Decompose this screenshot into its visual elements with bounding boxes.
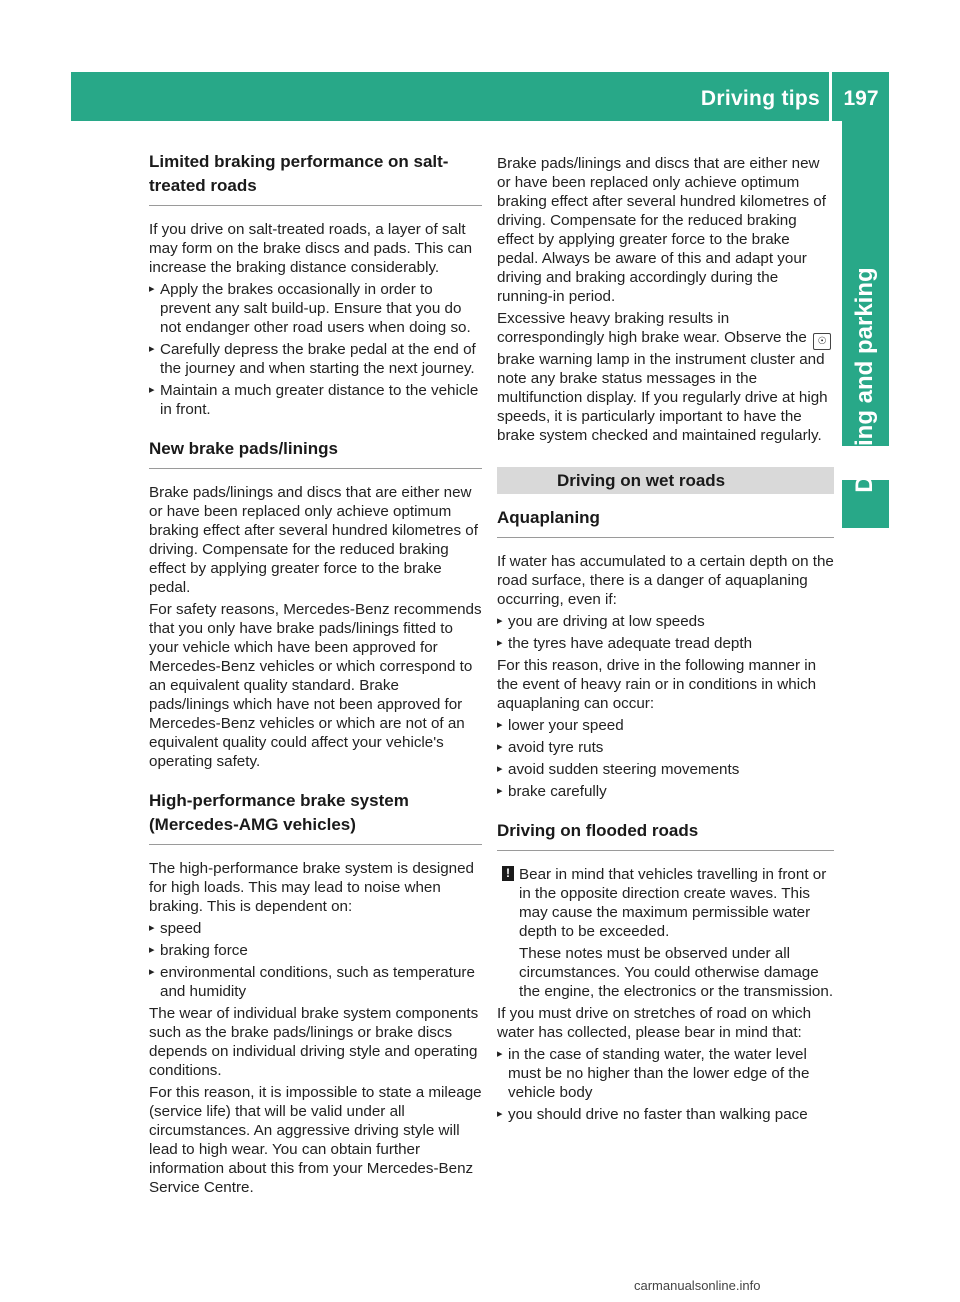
list-item: ▸ Maintain a much greater distance to the vehicle in front. — [149, 381, 482, 419]
left-column — [149, 150, 482, 1200]
paragraph: The high-performance brake system is designed for high loads. This may lead to noise when braking. This is dependent on: — [149, 860, 475, 915]
flood-list — [497, 1045, 834, 1124]
warning-icon: ! — [502, 866, 514, 881]
salt-list — [149, 280, 482, 419]
list-item: ▸ the tyres have adequate tread depth — [497, 634, 834, 653]
heading-salt-roads: Limited braking performance on salt-treated roads — [149, 152, 449, 195]
right-column — [497, 154, 834, 1127]
header-divider — [829, 72, 832, 121]
list-item: ▸ in the case of standing water, the water level must be no higher than the lower edge of the vehicle body — [497, 1045, 834, 1102]
paragraph-brake-lamp — [497, 309, 834, 445]
heading-aqua-block — [497, 506, 834, 538]
heading-flooded-roads: Driving on flooded roads — [497, 821, 699, 840]
heading-new-brake-pads: New brake pads/linings — [149, 439, 338, 458]
list-item: ▸ Apply the brakes occasionally in order to prevent any salt build-up. Ensure that you do not endanger other road users when doing so. — [149, 280, 482, 337]
paragraph: Brake pads/linings and discs that are either new or have been replaced only achieve optimum braking effect after several hundred kilometres of driving. Compensate for the reduced braking effect by applying greater force to the brake pedal. — [149, 484, 478, 596]
text-fragment: Excessive heavy braking results in correspondingly high brake wear. Observe the — [497, 310, 807, 346]
heading-hp-block — [149, 789, 482, 845]
list-item: ▸ lower your speed — [497, 716, 834, 735]
paragraph: If you must drive on stretches of road on which water has collected, please bear in mind that: — [497, 1005, 812, 1041]
heading-new-block — [149, 437, 482, 469]
watermark: carmanualsonline.info — [634, 1278, 761, 1293]
section-band-wet-roads: Driving on wet roads — [497, 467, 834, 494]
heading-aquaplaning: Aquaplaning — [497, 508, 600, 527]
hp-list — [149, 919, 482, 1001]
paragraph: For this reason, it is impossible to state a mileage (service life) that will be valid under all circumstances. An aggressive driving style will lead to high wear. You can obtain further information about this from your Mercedes-Benz Service Centre. — [149, 1084, 482, 1196]
paragraph: The wear of individual brake system components such as the brake pads/linings or brake discs depends on individual driving style and operating conditions. — [149, 1005, 479, 1079]
list-item: ▸ speed — [149, 919, 482, 938]
paragraph: These notes must be observed under all circumstances. You could otherwise damage the engine, the electronics or the transmission. — [519, 945, 834, 1000]
section-title: Driving tips — [700, 87, 820, 110]
paragraph: For this reason, drive in the following manner in the event of heavy rain or in conditions in which aquaplaning can occur: — [497, 657, 817, 712]
heading-flood-block — [497, 819, 834, 851]
list-item: ▸ avoid tyre ruts — [497, 738, 834, 757]
paragraph: Bear in mind that vehicles travelling in front or in the opposite direction create waves. This may cause the maximum permissible water depth to be exceeded. — [519, 866, 827, 940]
text-fragment: brake warning lamp in the instrument cluster and note any brake status messages in the multifunction display. If you regularly drive at high speeds, it is particularly important to have the brake system checked and maintained regularly. — [497, 351, 828, 444]
paragraph: If you drive on salt-treated roads, a layer of salt may form on the brake discs and pads. This can increase the braking distance considerably. — [149, 221, 473, 276]
list-item: ▸ Carefully depress the brake pedal at the end of the journey and when starting the next journey. — [149, 340, 482, 378]
brake-warning-lamp-icon: ☉ — [813, 333, 831, 350]
list-item: ▸ environmental conditions, such as temperature and humidity — [149, 963, 482, 1001]
side-tab-label: Driving and parking — [851, 267, 878, 493]
paragraph: For safety reasons, Mercedes-Benz recommends that you only have brake pads/linings fitted to your vehicle which have been approved for Mercedes-Benz vehicles or which correspond to an equivalent quality standard. Brake pads/linings which have not been approved for Mercedes-Benz vehicles or which are not of an equivalent quality could affect your vehicle's operating safety. — [149, 601, 482, 770]
aqua-list-1 — [497, 612, 834, 653]
list-item: ▸ brake carefully — [497, 782, 834, 801]
paragraph: If water has accumulated to a certain depth on the road surface, there is a danger of aquaplaning occurring, even if: — [497, 553, 834, 608]
warning-note — [497, 865, 834, 1001]
page-number: 197 — [843, 87, 879, 110]
paragraph: Brake pads/linings and discs that are either new or have been replaced only achieve optimum braking effect after several hundred kilometres of driving. Compensate for the reduced braking effect by applying greater force to the brake pedal. Always be aware of this and adapt your driving and braking accordingly during the running-in period. — [497, 155, 826, 305]
aqua-list-2 — [497, 716, 834, 801]
list-item: ▸ you are driving at low speeds — [497, 612, 834, 631]
list-item: ▸ avoid sudden steering movements — [497, 760, 834, 779]
list-item: ▸ braking force — [149, 941, 482, 960]
heading-high-performance-brakes: High-performance brake system (Mercedes-AMG vehicles) — [149, 791, 409, 834]
list-item: ▸ you should drive no faster than walking pace — [497, 1105, 834, 1124]
heading-salt-block — [149, 150, 482, 206]
